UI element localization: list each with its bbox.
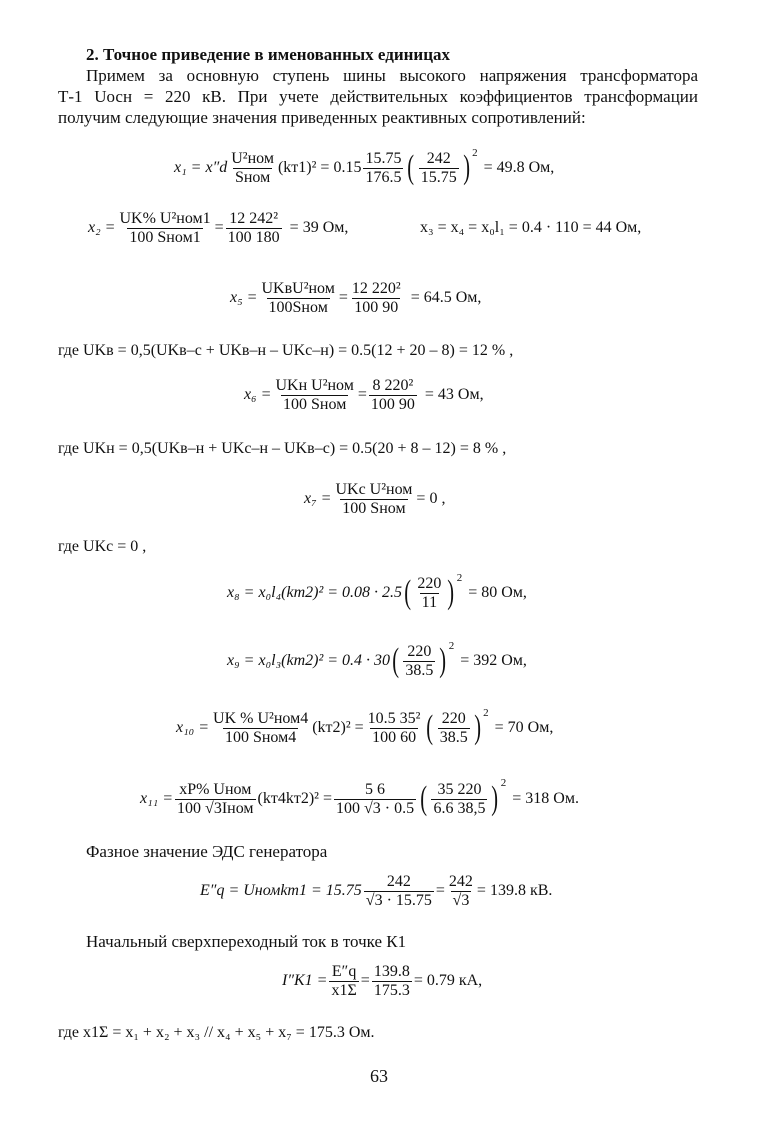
x10-n3: 220 <box>441 709 466 727</box>
emf-label: Фазное значение ЭДС генератора <box>86 842 328 861</box>
x9-n: 220 <box>407 642 432 660</box>
x7-d1: 100 Sном <box>342 499 406 517</box>
equation-x3-x4: x₃ = x₄ = x₀l₁ = 0.4 · 110 = 44 Ом, <box>420 219 642 236</box>
x5-frac-1 <box>259 280 336 317</box>
x1-mid: (kт1)² = 0.15 <box>277 159 362 176</box>
x9-frac <box>403 643 435 680</box>
x9-d: 38.5 <box>405 661 434 679</box>
current-label: Начальный сверхпереходный ток в точке К1 <box>86 932 407 951</box>
equation-x2: x₂ = $\frac{\text{UK\% U²ном1}}{\text{100 Sном1}}$ = $\frac{\text{12 242²}}{100 180}$ = 39 Ом, <box>88 209 349 246</box>
x1-d2: 176.5 <box>365 168 402 186</box>
x7-rhs: = 0 , <box>416 490 446 507</box>
equation-x9: x₉ = x₀l₃(kт2)² = 0.4 · 30 ( $\frac{220}{38.5}$ ) $^2$ = 392 Ом, <box>227 640 527 679</box>
ukv-line: где UKв = 0,5(UKв–с + UKв–н – UKс–н) = 0.5(12 + 20 – 8) = 12 % , <box>58 342 514 359</box>
equation-x7 <box>304 476 445 522</box>
x2-n2: 12 242² <box>229 209 279 227</box>
x9-rhs: = 392 Ом, <box>460 652 527 669</box>
x5-n2: 12 220² <box>351 279 401 297</box>
paren-left: ( <box>404 574 412 611</box>
x5-rhs: = 64.5 Ом, <box>410 289 482 306</box>
intro-line-1: Примем за основную ступень шины высокого напряжения трансформатора <box>86 66 698 85</box>
x11-lhs: x₁₁ = <box>140 790 174 807</box>
x5-d2: 100 90 <box>354 298 399 316</box>
x11-d1: 100 √3Iном <box>177 799 254 817</box>
emf-lhs: E″q = Uномkт1 = 15.75 <box>200 882 362 899</box>
paren-right: ) <box>447 574 455 611</box>
x7-lhs: x₇ = <box>304 490 332 507</box>
x8-frac <box>415 575 443 612</box>
x1-den: Sном <box>234 168 271 186</box>
x11-n1: xP% Uном <box>179 780 252 798</box>
x1-frac-1 <box>229 150 276 187</box>
x10-d2: 100 60 <box>372 728 417 746</box>
emf-frac-1 <box>364 873 434 910</box>
x1-lhs: x₁ = x″d <box>174 159 228 176</box>
emf-n1: 242 <box>386 872 411 890</box>
x11-frac-1 <box>175 781 256 818</box>
x8-lhs: x₈ = x₀l₄(kт2)² = 0.08 · 2.5 <box>227 584 403 601</box>
cur-d1: x1Σ <box>331 981 357 999</box>
emf-d2: √3 <box>452 891 470 909</box>
cur-frac-1 <box>329 963 358 1000</box>
x2-rhs: = 39 Ом, <box>289 219 349 236</box>
x2-d2: 100 180 <box>227 228 280 246</box>
equation-x10: x₁₀ = $\frac{\text{UK \% U²ном4}}{\text{100 Sном4}}$ (kт2)² = $\frac{\text{10.5 35²}}{100 60}$ ( $\frac{220}{38.5}$ ) $^2$ = 70 Ом, <box>176 707 554 746</box>
x1-n3: 242 <box>426 149 451 167</box>
x10-frac-2 <box>366 710 423 747</box>
emf-rhs: = 139.8 кВ. <box>476 882 553 899</box>
paren-left: ( <box>426 709 434 746</box>
paren-left: ( <box>392 642 400 679</box>
x10-lhs: x₁₀ = <box>176 719 210 736</box>
x7-frac-1 <box>333 481 414 518</box>
equation-x1: x₁ = x″d $\frac{\text{U²ном}}{\text{Sном}}$ (kт1)² = 0.15 $\frac{15.75}{176.5}$ ( $\frac{242}{15.75}$ ) $^2$ = 49.8 Ом, <box>174 147 555 186</box>
x6-lhs: x₆ = <box>244 386 272 403</box>
x2-n1: UK% U²ном1 <box>119 209 211 227</box>
x9-lhs: x₉ = x₀l₃(kт2)² = 0.4 · 30 <box>227 652 391 669</box>
equation-x6: x₆ = $\frac{\text{UKн U²ном}}{\text{100 Sном}}$ = $\frac{\text{8 220²}}{100 90}$ = 43 Ом, <box>244 376 484 413</box>
x10-mid: (kт2)² = <box>312 719 364 736</box>
emf-d1: √3 · 15.75 <box>365 891 432 909</box>
x1-n2: 15.75 <box>365 149 402 167</box>
equation-emf: E″q = Uномkт1 = 15.75 $\frac{242}{√3 \cdot 15.75}$ = $\frac{242}{√3}$ = 139.8 кВ. <box>200 872 553 909</box>
paren-left: ( <box>420 780 428 817</box>
cur-rhs: = 0.79 кА, <box>413 972 483 989</box>
equation-x8: x₈ = x₀l₄(kт2)² = 0.08 · 2.5 ( $\frac{220}{11}$ ) $^2$ = 80 Ом, <box>227 572 527 611</box>
x10-rhs: = 70 Ом, <box>494 719 554 736</box>
cur-d2: 175.3 <box>373 981 410 999</box>
equation-x11: x₁₁ = $\frac{\text{xP\% Uном}}{\text{100 √3Iном}}$ (kт4kт2)² = $\frac{5 6}{100 √3 \cdot 0.5}$ ( $\frac{35 220}{6.6 38,5}$ ) $^2$ = 318 Ом. <box>140 777 579 817</box>
x10-n1: UK % U²ном4 <box>213 709 309 727</box>
cur-lhs: I″K1 = <box>282 972 328 989</box>
cur-n1: E″q <box>331 962 357 980</box>
x6-n1: UKн U²ном <box>275 376 354 394</box>
sum-line: где x1Σ = x₁ + x₂ + x₃ // x₄ + x₅ + x₇ = 175.3 Ом. <box>58 1024 375 1041</box>
x5-frac-2 <box>350 280 403 317</box>
x2-d1: 100 Sном1 <box>129 228 201 246</box>
x10-frac-3 <box>438 710 470 747</box>
x10-d1: 100 Sном4 <box>224 728 297 746</box>
cur-frac-2 <box>372 963 412 1000</box>
x11-n2: 5 6 <box>365 780 386 798</box>
paren-left: ( <box>407 149 415 186</box>
paren-right: ) <box>463 149 470 186</box>
equation-current: I″K1 = $\frac{E''q}{x1\Sigma}$ = $\frac{139.8}{175.3}$ = 0.79 кА, <box>282 962 483 999</box>
x1-rhs: = 49.8 Ом, <box>483 159 555 176</box>
x6-rhs: = 43 Ом, <box>424 386 484 403</box>
x2-frac-1 <box>117 210 212 247</box>
x10-frac-1 <box>211 710 310 747</box>
equation-x5: x₅ = $\frac{\text{UKвU²ном}}{\text{100Sном}}$ = $\frac{\text{12 220²}}{100 90}$ = 64.5 Ом, <box>230 279 482 316</box>
x6-frac-1 <box>273 377 355 414</box>
x6-n2: 8 220² <box>372 376 414 394</box>
paren-right: ) <box>491 780 499 817</box>
x11-frac-3 <box>431 781 487 818</box>
x7-n1: UKс U²ном <box>335 480 413 498</box>
x8-d: 11 <box>421 593 438 611</box>
x1-num: U²ном <box>231 149 274 167</box>
x8-n: 220 <box>417 574 442 592</box>
x6-frac-2 <box>369 377 417 414</box>
x2-lhs: x₂ = <box>88 219 116 236</box>
x11-mid: (kт4kт2)² = <box>257 790 332 807</box>
x5-n1: UKвU²ном <box>261 279 335 297</box>
x6-d1: 100 Sном <box>283 395 347 413</box>
x8-rhs: = 80 Ом, <box>468 584 527 601</box>
x5-d1: 100Sном <box>268 298 328 316</box>
x10-n2: 10.5 35² <box>367 709 421 727</box>
ukn-line: где UKн = 0,5(UKв–н + UKс–н – UKв–с) = 0.5(20 + 8 – 12) = 8 % , <box>58 440 507 457</box>
paren-right: ) <box>439 642 447 679</box>
page-number: 63 <box>370 1066 388 1086</box>
x6-d2: 100 90 <box>370 395 415 413</box>
intro-line-3: получим следующие значения приведенных реактивных сопротивлений: <box>58 108 586 127</box>
x1-frac-2 <box>363 150 403 187</box>
x5-lhs: x₅ = <box>230 289 258 306</box>
x11-d2: 100 √3 · 0.5 <box>336 799 415 817</box>
ukc-line: где UKс = 0 , <box>58 538 147 555</box>
emf-frac-2 <box>447 873 475 910</box>
emf-n2: 242 <box>448 872 473 890</box>
x11-n3: 35 220 <box>437 780 482 798</box>
x11-frac-2 <box>334 781 416 818</box>
x10-d3: 38.5 <box>439 728 468 746</box>
x1-frac-3 <box>419 150 459 187</box>
x2-frac-2 <box>226 210 282 247</box>
paren-right: ) <box>474 709 481 746</box>
section-heading: 2. Точное приведение в именованных единицах <box>86 45 451 64</box>
cur-n2: 139.8 <box>373 962 410 980</box>
x11-d3: 6.6 38,5 <box>433 799 486 817</box>
x11-rhs: = 318 Ом. <box>512 790 579 807</box>
intro-line-2: Т-1 Uосн = 220 кВ. При учете действительных коэффициентов трансформации <box>58 87 698 106</box>
x1-d3: 15.75 <box>420 168 457 186</box>
